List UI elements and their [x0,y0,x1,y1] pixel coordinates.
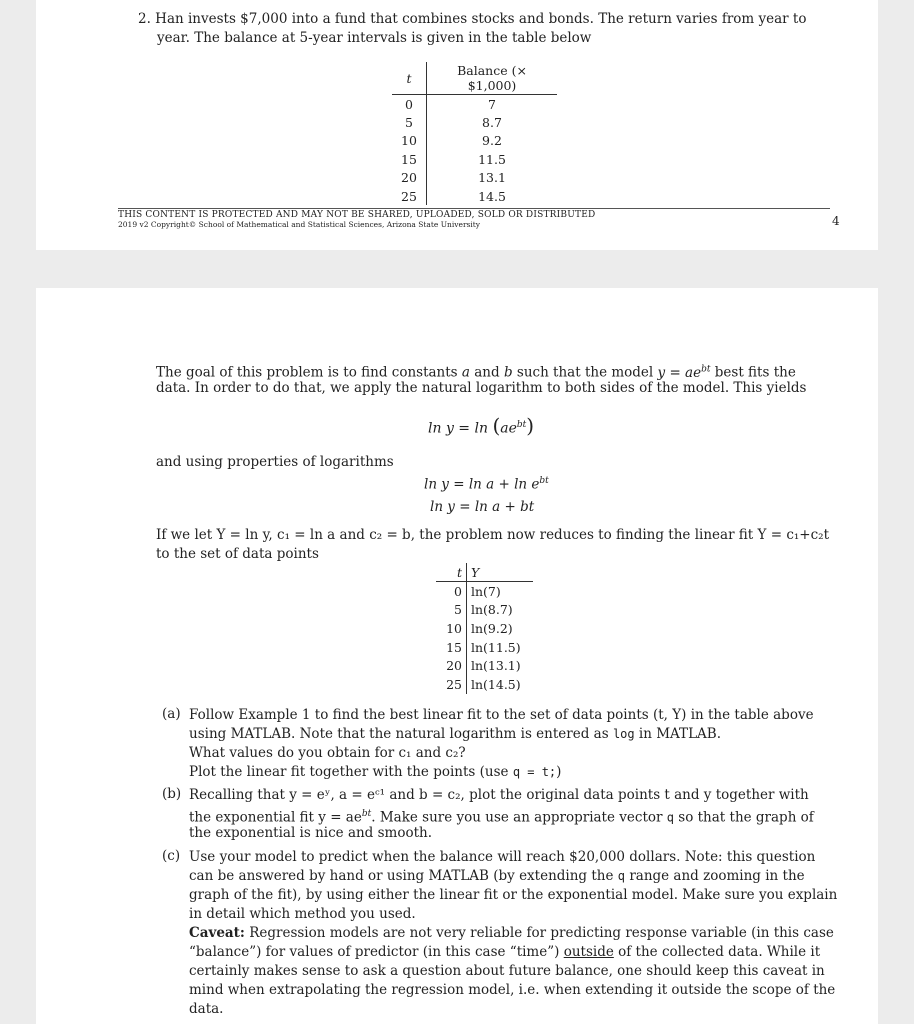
caveat-line-3: certainly makes sense to ask a question about future balance, one should keep this caveat in [189,963,825,979]
table-row [436,619,533,638]
part-c-line-2: can be answered by hand or using MATLAB (by extending the q range and zooming in the [189,868,805,884]
footer-divider [118,208,830,209]
table-row [436,656,533,675]
reduce-line-1: If we let Y = ln y, c₁ = ln a and c₂ = b, the problem now reduces to finding the linear fit Y = c₁+c₂t [156,527,830,543]
header-balance: Balance (× $1,000) [427,62,558,95]
problem-line-2: year. The balance at 5-year intervals is given in the table below [157,30,592,46]
cell-Y: ln(13.1) [471,658,521,674]
part-c-label: (c) [162,848,181,864]
equation-1: $\ln y = \ln (ae^{bt})$ [428,413,535,438]
table-row [392,132,557,150]
header-t: t [436,563,467,582]
table-row [436,675,533,694]
part-c-line-3: graph of the fit), by using either the linear fit or the exponential model. Make sure you explain [189,887,838,903]
cell-t: 20 [436,656,467,675]
cell-Y: ln(14.5) [471,676,521,692]
part-a-line-2: using MATLAB. Note that the natural logarithm is entered as log in MATLAB. [189,726,721,742]
cell-Y: ln(8.7) [471,602,513,618]
part-a-line-3: What values do you obtain for c₁ and c₂? [189,745,466,761]
part-a-line-4: Plot the linear fit together with the points (use q = t;) [189,764,562,780]
problem-line-1: 2. Han invests $7,000 into a fund that combines stocks and bonds. The return varies from year to [138,11,807,27]
part-b-line-3: the exponential is nice and smooth. [189,825,433,841]
cell-balance: 11.5 [478,151,506,167]
page-1 [36,0,878,250]
cell-balance: 9.2 [482,133,502,149]
table-row [392,150,557,168]
table-row [436,601,533,620]
table-row [392,187,557,205]
equation-2: $\ln y = \ln a + \ln e^{bt}$ [424,476,549,493]
cell-t: 25 [436,675,467,694]
cell-t: 0 [436,582,467,601]
part-a-line-1: Follow Example 1 to find the best linear fit to the set of data points (t, Y) in the table above [189,707,814,723]
cell-t: 10 [392,132,427,150]
part-b-label: (b) [162,786,182,802]
cell-balance: 14.5 [478,188,506,204]
footer-copyright: 2019 v2 Copyright© School of Mathematical and Statistical Sciences, Arizona State University [118,220,481,229]
cell-t: 5 [392,113,427,131]
cell-t: 15 [392,150,427,168]
page-2 [36,288,878,1024]
cell-balance: 8.7 [482,115,502,131]
part-b-line-1: Recalling that y = eʸ, a = eᶜ¹ and b = c₂, plot the original data points t and y together with [189,787,809,803]
intro-line-2: data. In order to do that, we apply the natural logarithm to both sides of the model. This yields [156,380,807,396]
part-c-line-4: in detail which method you used. [189,906,416,922]
intro-line-1: The goal of this problem is to find constants a and b such that the model $y = ae^{bt}$ best fits the [156,364,796,381]
part-c-line-1: Use your model to predict when the balance will reach $20,000 dollars. Note: this question [189,849,816,865]
cell-t: 0 [392,95,427,114]
table-row [436,582,533,601]
cell-t: 5 [436,601,467,620]
page-number: 4 [832,214,840,228]
cell-t: 20 [392,169,427,187]
cell-Y: ln(7) [471,583,501,599]
cell-balance: 7 [488,96,496,112]
cell-Y: ln(11.5) [471,639,521,655]
part-b-line-2: the exponential fit $y = ae^{bt}$. Make sure you use an appropriate vector q so that the graph of [189,809,814,826]
header-t: t [392,62,427,95]
footer-notice: THIS CONTENT IS PROTECTED AND MAY NOT BE SHARED, UPLOADED, SOLD OR DISTRIBUTED [118,210,596,220]
cell-t: 10 [436,619,467,638]
equation-3: ln y = ln a + bt [430,499,535,515]
cell-t: 15 [436,638,467,657]
part-a-label: (a) [162,706,181,722]
table-row [392,95,557,114]
table-header-row [436,563,533,582]
cell-t: 25 [392,187,427,205]
caveat-line-2: “balance”) for values of predictor (in this case “time”) outside of the collected data. While it [189,944,821,960]
table-header-row [392,62,557,95]
log-table [436,563,533,694]
table-row [436,638,533,657]
balance-table [392,62,557,205]
caveat-line-4: mind when extrapolating the regression model, i.e. when extending it outside the scope of the [189,982,836,998]
using-properties: and using properties of logarithms [156,454,394,470]
table-row [392,113,557,131]
table-row [392,169,557,187]
caveat-line-5: data. [189,1001,224,1017]
cell-Y: ln(9.2) [471,620,513,636]
cell-balance: 13.1 [478,170,506,186]
reduce-line-2: to the set of data points [156,546,319,562]
header-Y: Y [467,563,534,582]
caveat-line-1: Caveat: Regression models are not very reliable for predicting response variable (in this case [189,925,834,941]
